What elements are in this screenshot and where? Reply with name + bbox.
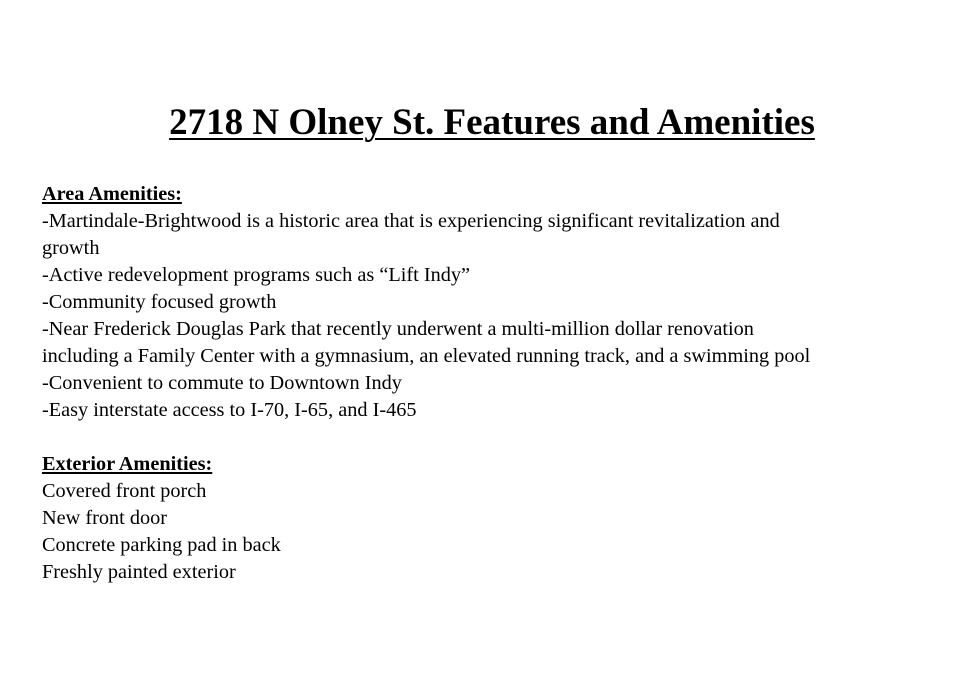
exterior-amenities-section bbox=[42, 451, 942, 586]
area-amenities-heading: Area Amenities: bbox=[42, 183, 182, 205]
section-spacer bbox=[42, 424, 942, 451]
exterior-amenity-line: Freshly painted exterior bbox=[42, 561, 236, 583]
area-amenity-line: -Martindale-Brightwood is a historic area that is experiencing significant revitalization and bbox=[42, 210, 780, 232]
document-title: 2718 N Olney St. Features and Amenities bbox=[169, 102, 815, 143]
area-amenity-line: -Community focused growth bbox=[42, 291, 277, 313]
area-amenities-section bbox=[42, 181, 942, 424]
area-amenity-line: growth bbox=[42, 237, 100, 259]
area-amenity-line: -Active redevelopment programs such as “Lift Indy” bbox=[42, 264, 471, 286]
exterior-amenity-line: Covered front porch bbox=[42, 480, 207, 502]
area-amenity-line: -Near Frederick Douglas Park that recently underwent a multi-million dollar renovation bbox=[42, 318, 754, 340]
area-amenity-line: -Easy interstate access to I-70, I-65, and I-465 bbox=[42, 399, 417, 421]
exterior-amenity-line: Concrete parking pad in back bbox=[42, 534, 281, 556]
area-amenity-line: -Convenient to commute to Downtown Indy bbox=[42, 372, 402, 394]
document-body bbox=[42, 181, 942, 586]
exterior-amenities-heading: Exterior Amenities: bbox=[42, 453, 213, 475]
area-amenity-line: including a Family Center with a gymnasium, an elevated running track, and a swimming pool bbox=[42, 345, 811, 367]
exterior-amenity-line: New front door bbox=[42, 507, 168, 529]
